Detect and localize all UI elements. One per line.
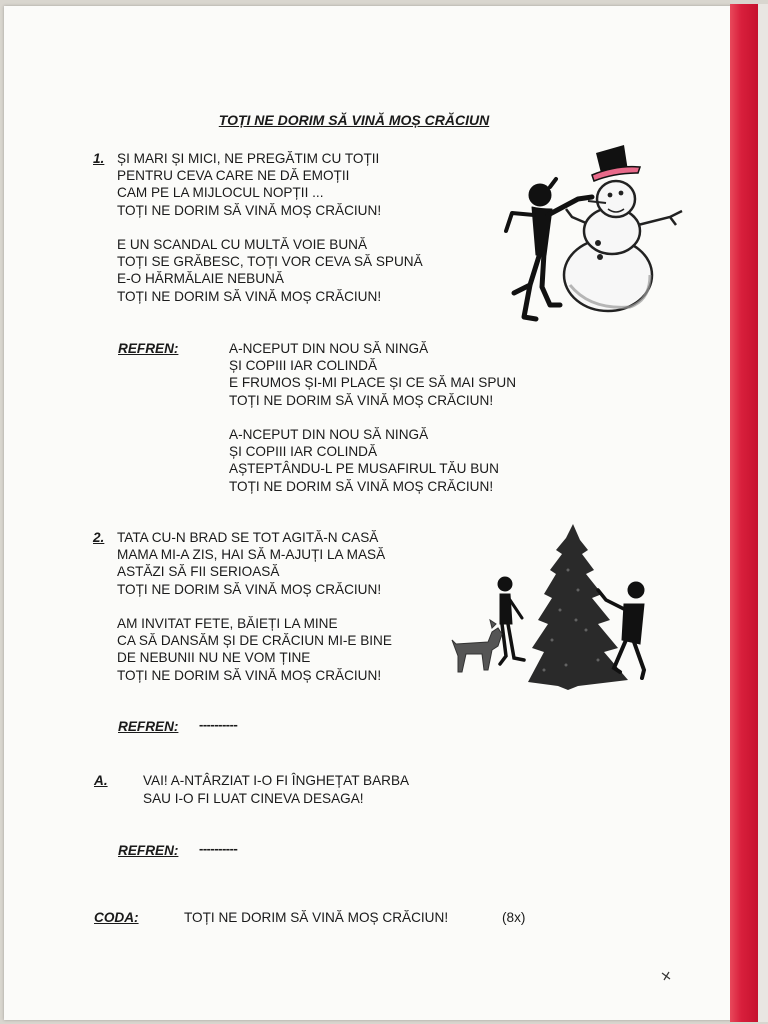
refren-repeat-label: REFREN: — [118, 843, 179, 858]
coda-label: CODA: — [94, 910, 139, 925]
lyric-line: E UN SCANDAL CU MULTĂ VOIE BUNĂ — [117, 237, 368, 252]
lyric-line: ȘI COPIII IAR COLINDĂ — [229, 358, 378, 373]
refren-repeat-dashes: ---------- — [199, 717, 238, 732]
lyric-line: SAU I-O FI LUAT CINEVA DESAGA! — [143, 791, 364, 806]
lyric-line: AM INVITAT FETE, BĂIEȚI LA MINE — [117, 616, 338, 631]
lyric-line: CA SĂ DANSĂM ȘI DE CRĂCIUN MI-E BINE — [117, 633, 392, 648]
lyric-line: TOȚI SE GRĂBESC, TOȚI VOR CEVA SĂ SPUNĂ — [117, 254, 423, 269]
verse-2-number: 2. — [93, 530, 105, 545]
christmas-tree-illustration — [448, 520, 658, 695]
coda-text: TOȚI NE DORIM SĂ VINĂ MOȘ CRĂCIUN! — [184, 910, 449, 925]
refren-label: REFREN: — [118, 341, 179, 356]
lyric-line: ȘI MARI ȘI MICI, NE PREGĂTIM CU TOȚII — [117, 151, 380, 166]
verse-1-number: 1. — [93, 151, 105, 166]
binder-edge — [758, 4, 768, 1022]
lyric-line: PENTRU CEVA CARE NE DĂ EMOȚII — [117, 168, 350, 183]
lyric-line: TOȚI NE DORIM SĂ VINĂ MOȘ CRĂCIUN! — [117, 582, 382, 597]
snowman-illustration — [500, 135, 690, 330]
lyric-line: A-NCEPUT DIN NOU SĂ NINGĂ — [229, 427, 429, 442]
lyric-line: DE NEBUNII NU NE VOM ȚINE — [117, 650, 311, 665]
lyric-line: TOȚI NE DORIM SĂ VINĂ MOȘ CRĂCIUN! — [117, 203, 382, 218]
lyric-line: ASTĂZI SĂ FII SERIOASĂ — [117, 564, 280, 579]
refren-repeat-dashes: ---------- — [199, 841, 238, 856]
bridge-label: A. — [94, 773, 108, 788]
red-binder-spine — [730, 4, 758, 1022]
lyric-line: AȘTEPTÂNDU-L PE MUSAFIRUL TĂU BUN — [229, 461, 499, 476]
lyric-line: TOȚI NE DORIM SĂ VINĂ MOȘ CRĂCIUN! — [117, 289, 382, 304]
lyric-line: TATA CU-N BRAD SE TOT AGITĂ-N CASĂ — [117, 530, 379, 545]
lyric-line: TOȚI NE DORIM SĂ VINĂ MOȘ CRĂCIUN! — [229, 479, 494, 494]
lyric-line: CAM PE LA MIJLOCUL NOPȚII ... — [117, 185, 324, 200]
lyric-line: MAMA MI-A ZIS, HAI SĂ M-AJUȚI LA MASĂ — [117, 547, 386, 562]
lyric-line: TOȚI NE DORIM SĂ VINĂ MOȘ CRĂCIUN! — [117, 668, 382, 683]
pencil-mark — [660, 970, 672, 982]
lyric-line: ȘI COPIII IAR COLINDĂ — [229, 444, 378, 459]
lyric-line: TOȚI NE DORIM SĂ VINĂ MOȘ CRĂCIUN! — [229, 393, 494, 408]
lyric-line: VAI! A-NTÂRZIAT I-O FI ÎNGHEȚAT BARBA — [143, 773, 410, 788]
refren-repeat-label: REFREN: — [118, 719, 179, 734]
song-title: TOȚI NE DORIM SĂ VINĂ MOȘ CRĂCIUN — [218, 112, 490, 128]
lyric-line: E-O HĂRMĂLAIE NEBUNĂ — [117, 271, 284, 286]
coda-repeat-count: (8x) — [502, 910, 526, 925]
lyric-line: E FRUMOS ȘI-MI PLACE ȘI CE SĂ MAI SPUN — [229, 375, 517, 390]
lyric-line: A-NCEPUT DIN NOU SĂ NINGĂ — [229, 341, 429, 356]
